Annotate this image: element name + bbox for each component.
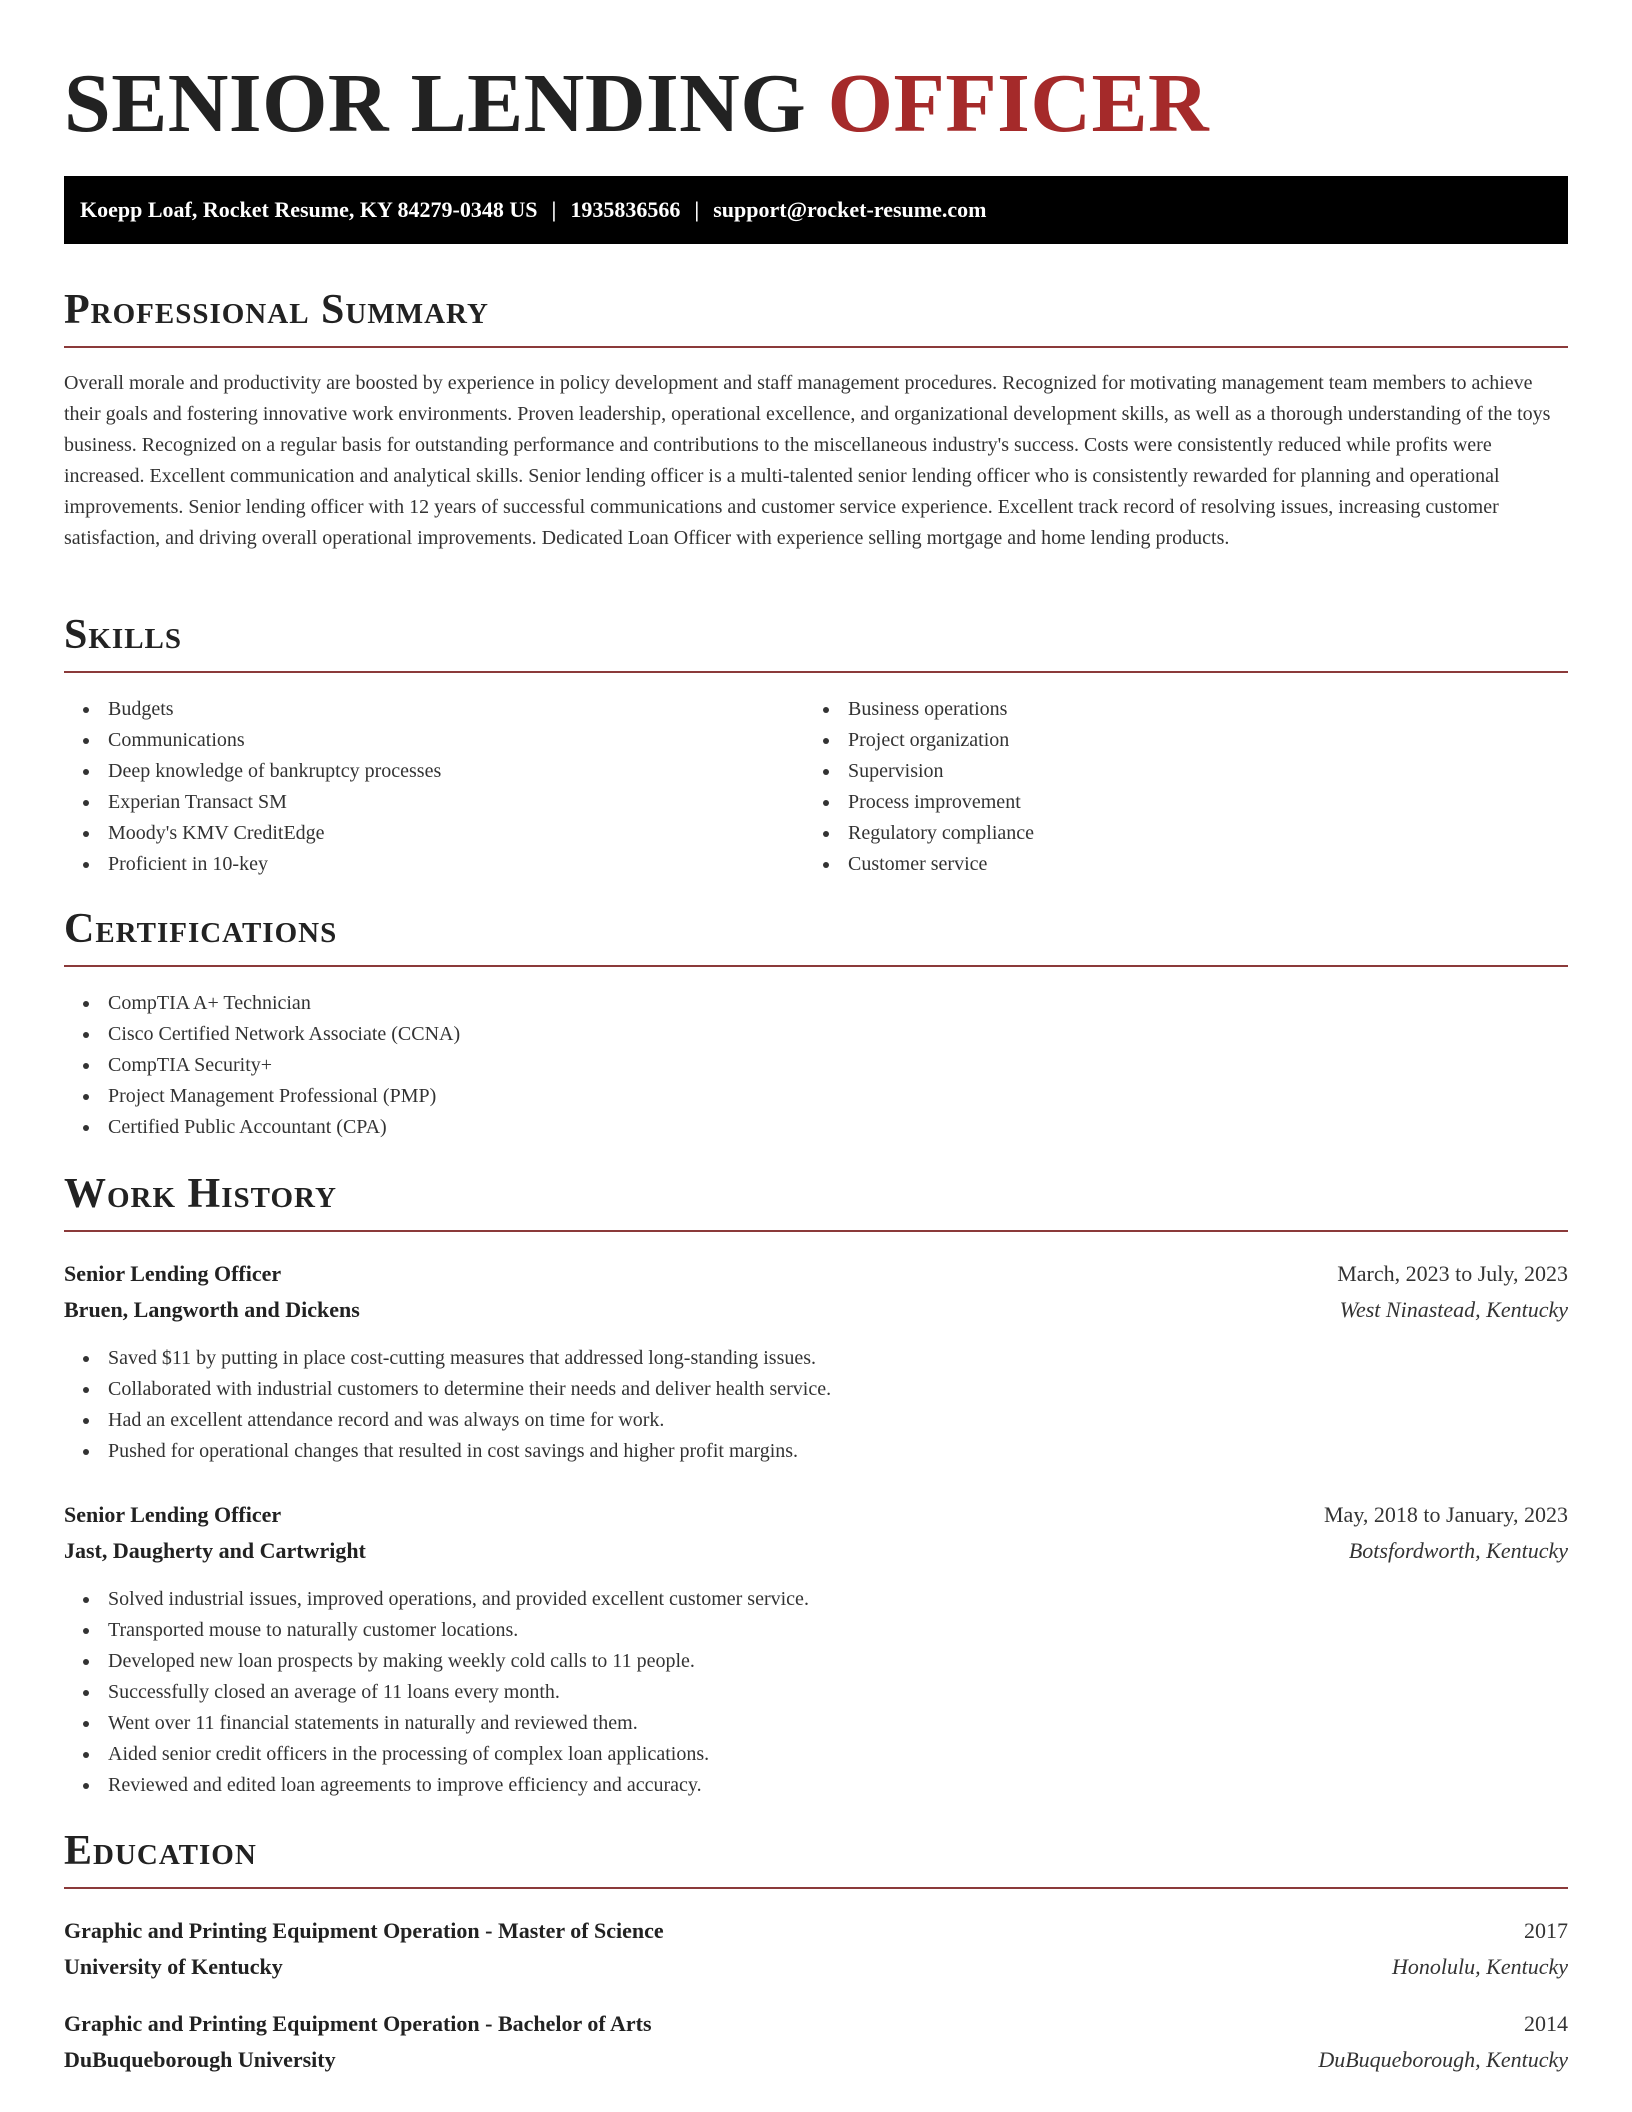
skill-item: Deep knowledge of bankruptcy processes <box>64 756 441 787</box>
certification-item: Project Management Professional (PMP) <box>64 1081 460 1112</box>
job-company-row <box>64 1292 1568 1328</box>
job-bullet: Saved $11 by putting in place cost-cutting measures that addressed long-standing issues. <box>64 1343 831 1374</box>
education-school: University of Kentucky <box>64 1954 283 1979</box>
contact-separator: | <box>694 197 700 222</box>
education-school: DuBuqueborough University <box>64 2047 336 2072</box>
title-accent: OFFICER <box>827 57 1210 150</box>
job-company: Bruen, Langworth and Dickens <box>64 1297 360 1322</box>
education-heading: Education <box>64 1825 1568 1889</box>
job-bullet: Developed new loan prospects by making weekly cold calls to 11 people. <box>64 1646 809 1677</box>
job-bullet: Transported mouse to naturally customer locations. <box>64 1615 809 1646</box>
skills-column-left <box>64 694 441 880</box>
job-header-row <box>64 1256 1568 1292</box>
certification-item: CompTIA A+ Technician <box>64 988 460 1019</box>
skills-column-right <box>804 694 1034 880</box>
title-main: SENIOR LENDING <box>64 57 828 150</box>
job-title: Senior Lending Officer <box>64 1261 282 1286</box>
job-location: West Ninastead, Kentucky <box>1339 1297 1568 1322</box>
job-bullet: Reviewed and edited loan agreements to improve efficiency and accuracy. <box>64 1770 809 1801</box>
job-bullet: Had an excellent attendance record and was always on time for work. <box>64 1405 831 1436</box>
page-title <box>64 56 1209 152</box>
certifications-list <box>64 988 460 1143</box>
education-year: 2017 <box>1524 1918 1568 1943</box>
work-history-heading: Work History <box>64 1168 1568 1232</box>
job-title: Senior Lending Officer <box>64 1502 282 1527</box>
education-year: 2014 <box>1524 2011 1568 2036</box>
skill-item: Experian Transact SM <box>64 787 441 818</box>
contact-separator: | <box>551 197 557 222</box>
education-school-row <box>64 2042 1568 2078</box>
job-bullet: Aided senior credit officers in the processing of complex loan applications. <box>64 1739 809 1770</box>
job-bullet: Solved industrial issues, improved operations, and provided excellent customer service. <box>64 1584 809 1615</box>
skill-item: Communications <box>64 725 441 756</box>
job-header-row <box>64 1497 1568 1533</box>
job-location: Botsfordworth, Kentucky <box>1348 1538 1568 1563</box>
job-bullet: Pushed for operational changes that resulted in cost savings and higher profit margins. <box>64 1436 831 1467</box>
certification-item: Certified Public Accountant (CPA) <box>64 1112 460 1143</box>
job-bullets <box>64 1584 809 1801</box>
certification-item: CompTIA Security+ <box>64 1050 460 1081</box>
contact-phone[interactable]: 1935836566 <box>570 197 681 222</box>
job-dates: March, 2023 to July, 2023 <box>1337 1261 1568 1286</box>
education-degree-row <box>64 1913 1568 1949</box>
job-bullet: Went over 11 financial statements in naturally and reviewed them. <box>64 1708 809 1739</box>
skill-item: Proficient in 10-key <box>64 849 441 880</box>
skill-item: Customer service <box>804 849 1034 880</box>
education-location: DuBuqueborough, Kentucky <box>1318 2047 1568 2072</box>
skills-heading: Skills <box>64 609 1568 673</box>
job-bullet: Successfully closed an average of 11 loans every month. <box>64 1677 809 1708</box>
education-degree-row <box>64 2006 1568 2042</box>
skill-item: Process improvement <box>804 787 1034 818</box>
skill-item: Business operations <box>804 694 1034 725</box>
contact-email[interactable]: support@rocket-resume.com <box>713 197 987 222</box>
summary-heading: Professional Summary <box>64 284 1568 348</box>
job-dates: May, 2018 to January, 2023 <box>1324 1502 1568 1527</box>
job-company-row <box>64 1533 1568 1569</box>
skill-item: Supervision <box>804 756 1034 787</box>
certifications-heading: Certifications <box>64 903 1568 967</box>
certification-item: Cisco Certified Network Associate (CCNA) <box>64 1019 460 1050</box>
contact-bar <box>64 176 1568 244</box>
education-degree: Graphic and Printing Equipment Operation - Bachelor of Arts <box>64 2011 652 2036</box>
skill-item: Moody's KMV CreditEdge <box>64 818 441 849</box>
summary-text: Overall morale and productivity are boosted by experience in policy development and staff management procedures. Recognized for motivating management team members to achieve their goals and fostering innovative work environments. Proven leadership, operational excellence, and organizational development skills, as well as a thorough understanding of the toys business. Recognized on a regular basis for outstanding performance and contributions to the miscellaneous industry's success. Costs were consistently reduced while profits were increased. Excellent communication and analytical skills. Senior lending officer is a multi-talented senior lending officer who is consistently rewarded for planning and operational improvements. Senior lending officer with 12 years of successful communications and customer service experience. Excellent track record of resolving issues, increasing customer satisfaction, and driving overall operational improvements. Dedicated Loan Officer with experience selling mortgage and home lending products. <box>64 372 1551 549</box>
job-bullets <box>64 1343 831 1467</box>
job-company: Jast, Daugherty and Cartwright <box>64 1538 366 1563</box>
job-bullet: Collaborated with industrial customers to determine their needs and deliver health service. <box>64 1374 831 1405</box>
education-degree: Graphic and Printing Equipment Operation - Master of Science <box>64 1918 664 1943</box>
contact-address: Koepp Loaf, Rocket Resume, KY 84279-0348 US <box>80 197 538 222</box>
education-location: Honolulu, Kentucky <box>1392 1954 1568 1979</box>
skill-item: Budgets <box>64 694 441 725</box>
skill-item: Project organization <box>804 725 1034 756</box>
education-school-row <box>64 1949 1568 1985</box>
skill-item: Regulatory compliance <box>804 818 1034 849</box>
